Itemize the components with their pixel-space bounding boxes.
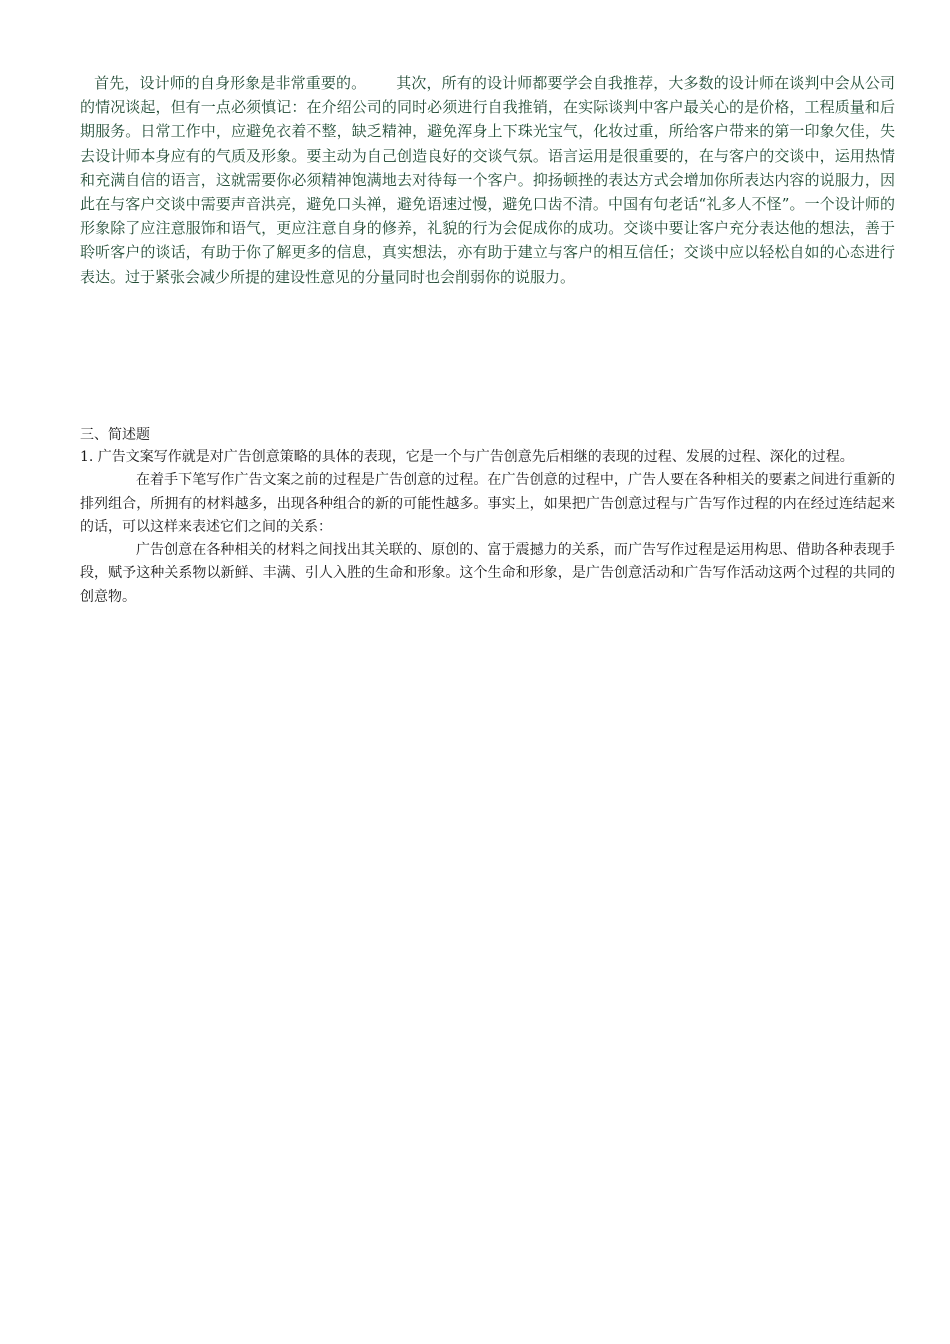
answer-paragraph-2: 广告创意在各种相关的材料之间找出其关联的、原创的、富于震撼力的关系，而广告写作过程是运用构思、借助各种表现手段，赋予这种关系物以新鲜、丰满、引人入胜的生命和形象。这个生命和形象，是广告创意活动和广告写作活动这两个过程的共同的创意物。 [80,542,895,605]
intro-paragraph [80,71,895,289]
intro-body-text: 其次，所有的设计师都要学会自我推荐，大多数的设计师在谈判中会从公司的情况谈起，但有一点必须慎记：在介绍公司的同时必须进行自我推销，在实际谈判中客户最关心的是价格，工程质量和后期服务。日常工作中，应避免衣着不整，缺乏精神，避免浑身上下珠光宝气，化妆过重，所给客户带来的第一印象欠佳，失去设计师本身应有的气质及形象。要主动为自己创造良好的交谈气氛。语言运用是很重要的，在与客户的交谈中，运用热情和充满自信的语言，这就需要你必须精神饱满地去对待每一个客户。抑扬顿挫的表达方式会增加你所表达内容的说服力，因此在与客户交谈中需要声音洪亮，避免口头禅，避免语速过慢，避免口齿不清。中国有句老话“礼多人不怪”。一个设计师的形象除了应注意服饰和语气，更应注意自身的修养，礼貌的行为会促成你的成功。交谈中要让客户充分表达他的想法，善于聆听客户的谈话，有助于你了解更多的信息，真实想法，亦有助于建立与客户的相互信任；交谈中应以轻松自如的心态进行表达。过于紧张会减少所提的建设性意见的分量同时也会削弱你的说服力。 [80,74,895,286]
short-answer-section [80,424,895,609]
question-1-text: 1. 广告文案写作就是对广告创意策略的具体的表现，它是一个与广告创意先后相继的表现的过程、发展的过程、深化的过程。 [80,449,854,465]
section-heading: 三、简述题 [80,427,150,443]
intro-lead-sentence: 首先，设计师的自身形象是非常重要的。 [94,74,367,92]
answer-paragraph-1: 在着手下笔写作广告文案之前的过程是广告创意的过程。在广告创意的过程中，广告人要在各种相关的要素之间进行重新的排列组合，所拥有的材料越多，出现各种组合的新的可能性越多。事实上，如果把广告创意过程与广告写作过程的内在经过连结起来的话，可以这样来表述它们之间的关系： [80,472,895,535]
